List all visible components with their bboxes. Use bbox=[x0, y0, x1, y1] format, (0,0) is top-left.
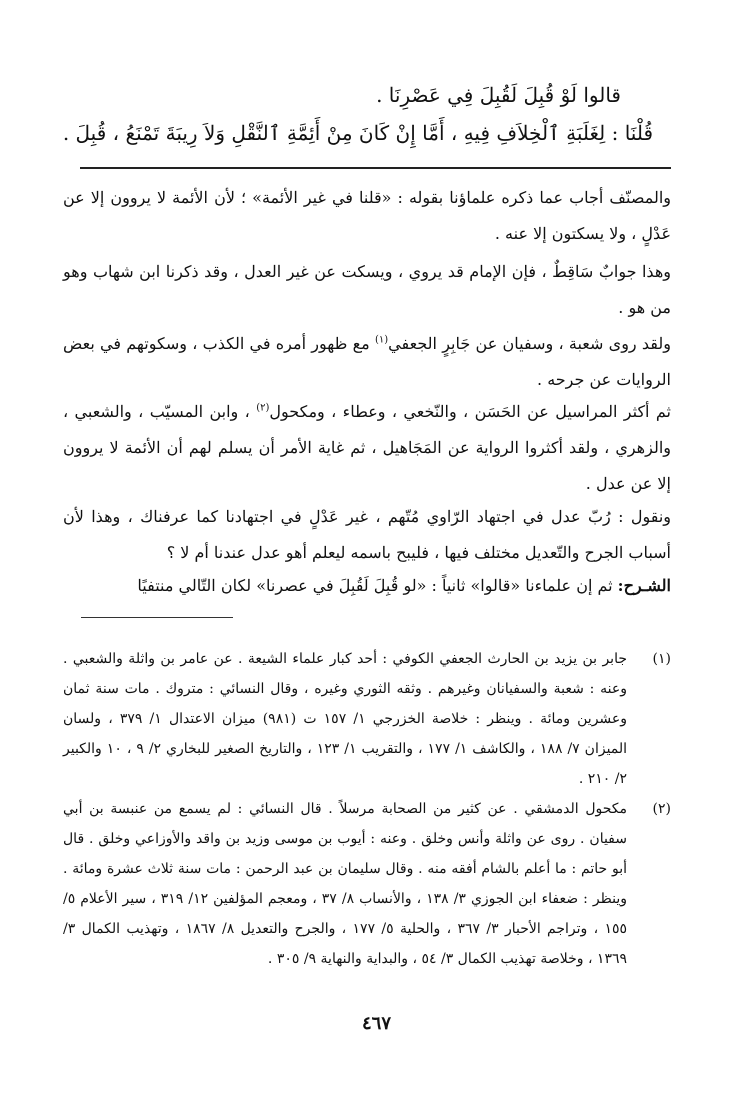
paragraph-4 bbox=[63, 394, 671, 502]
paragraph-1: والمصنّف أجاب عما ذكره علماؤنا بقوله : «قلنا في غير الأئمة» ؛ لأن الأئمة لا يروون إلا عن عَدْلٍ ، ولا يسكتون إلا عنه . bbox=[63, 188, 671, 243]
footnote-ref-2[interactable]: (٢) bbox=[256, 402, 270, 414]
footnote-1-number: (١) bbox=[652, 651, 671, 667]
sharh-text: ثم إن علماءنا «قالوا» ثانياً : «لو قُبِلَ لَقُبِلَ في عصرنا» لكان التّالي منتفيًا bbox=[137, 576, 618, 595]
footnote-2-text: مكحول الدمشقي . عن كثير من الصحابة مرسلاً . قال النسائي : لم يسمع من عنبسة بن أبي سفيان . روى عن واثلة وأنس وخلق . وعنه : أيوب بن موسى وزيد بن واقد والأوزاعي وخلق . قال أبو حاتم : ما أعلم بالشام أفقه منه . وقال سليمان بن عبد الرحمن : مات سنة ثلاث عشرة ومائة . وينظر : ضعفاء ابن الجوزي ٣/ ١٣٨ ، والأنساب ٨/ ٣٧ ، ومعجم المؤلفين ١٢/ ٣١٩ ، سير الأعلام ٥/ ١٥٥ ، وتراجم الأحبار ٣/ ٣٦٧ ، والحلية ٥/ ١٧٧ ، والجرح والتعديل ٨/ ١٨٦٧ ، وتهذيب الكمال ٣/ ١٣٦٩ ، وخلاصة تهذيب الكمال ٣/ ٥٤ ، والبداية والنهاية ٩/ ٣٠٥ . bbox=[63, 801, 628, 967]
verse-line-2: قُلْنَا : لِغَلَبَةِ ٱلْخِلاَفِ فِيهِ ، أَمَّا إِنْ كَانَ مِنْ أَئِمَّةِ ٱلنَّقْلِ وَلاَ رِيبَةَ تَمْنَعُ ، قُبِلَ . bbox=[62, 121, 653, 145]
page-number: ٤٦٧ bbox=[361, 1013, 391, 1034]
paragraph-4-text-a: ثم أكثر المراسيل عن الحَسَن ، والنّخعي ، وعطاء ، ومكحول bbox=[269, 402, 671, 421]
footnote-1-text: جابر بن يزيد بن الحارث الجعفي الكوفي : أحد كبار علماء الشيعة . عن عامر بن واثلة والشعبي . وعنه : شعبة والسفيانان وغيرهم . وثقه الثوري وغيره ، وقال النسائي : متروك . مات سنة ثمان وعشرين ومائة . وينظر : خلاصة الخزرجي ١/ ١٥٧ ت (٩٨١) ميزان الاعتدال ١/ ٣٧٩ ، ولسان الميزان ٧/ ١٨٨ ، والكاشف ١/ ١٧٧ ، والتقريب ١/ ١٢٣ ، والتاريخ الصغير للبخاري ٢/ ٩ ، ١٠ والكبير ٢/ ٢١٠ . bbox=[63, 651, 628, 787]
footnote-1 bbox=[63, 644, 671, 794]
footnote-ref-1[interactable]: (١) bbox=[374, 334, 389, 346]
sharh-paragraph bbox=[63, 568, 671, 604]
paragraph-3-text-b: مع ظهور أمره في الكذب ، وسكوتهم في بعض الروايات عن جرحه . bbox=[63, 334, 671, 389]
paragraph-3-text-a: ولقد روى شعبة ، وسفيان عن جَابِرٍ الجعفي bbox=[388, 334, 671, 353]
paragraph-4-text-b: ، وابن المسيّب ، والشعبي ، والزهري ، ولقد أكثروا الرواية عن المَجَاهيل ، ثم غاية الأمر أن يسلم لهم أن الأئمة لا يروون إلا عن عدل . bbox=[63, 402, 671, 493]
sharh-label: الشـرح: bbox=[617, 576, 671, 595]
paragraph-2: وهذا جوابٌ سَاقِطٌ ، فإن الإمام قد يروي ، ويسكت عن غير العدل ، وقد ذكرنا ابن شهاب وهو من هو . bbox=[63, 262, 671, 317]
footnote-2-number: (٢) bbox=[652, 801, 671, 817]
footnote-2 bbox=[63, 794, 671, 974]
footnotes-divider bbox=[81, 617, 233, 618]
verse-line-1: قالوا لَوْ قُبِلَ لَقُبِلَ فِي عَصْرِنَا . bbox=[376, 83, 621, 107]
paragraph-5: ونقول : رُبّ عدل في اجتهاد الرّاوي مُتّهم ، غير عَدْلٍ في اجتهادنا كما عرفناك ، وهذا لأن أسباب الجرح والتّعديل مختلف فيها ، فليبح باسمه ليعلم أهو عدل عندنا أم لا ؟ bbox=[63, 507, 671, 562]
paragraph-3 bbox=[63, 326, 671, 398]
verse-divider bbox=[80, 167, 671, 169]
